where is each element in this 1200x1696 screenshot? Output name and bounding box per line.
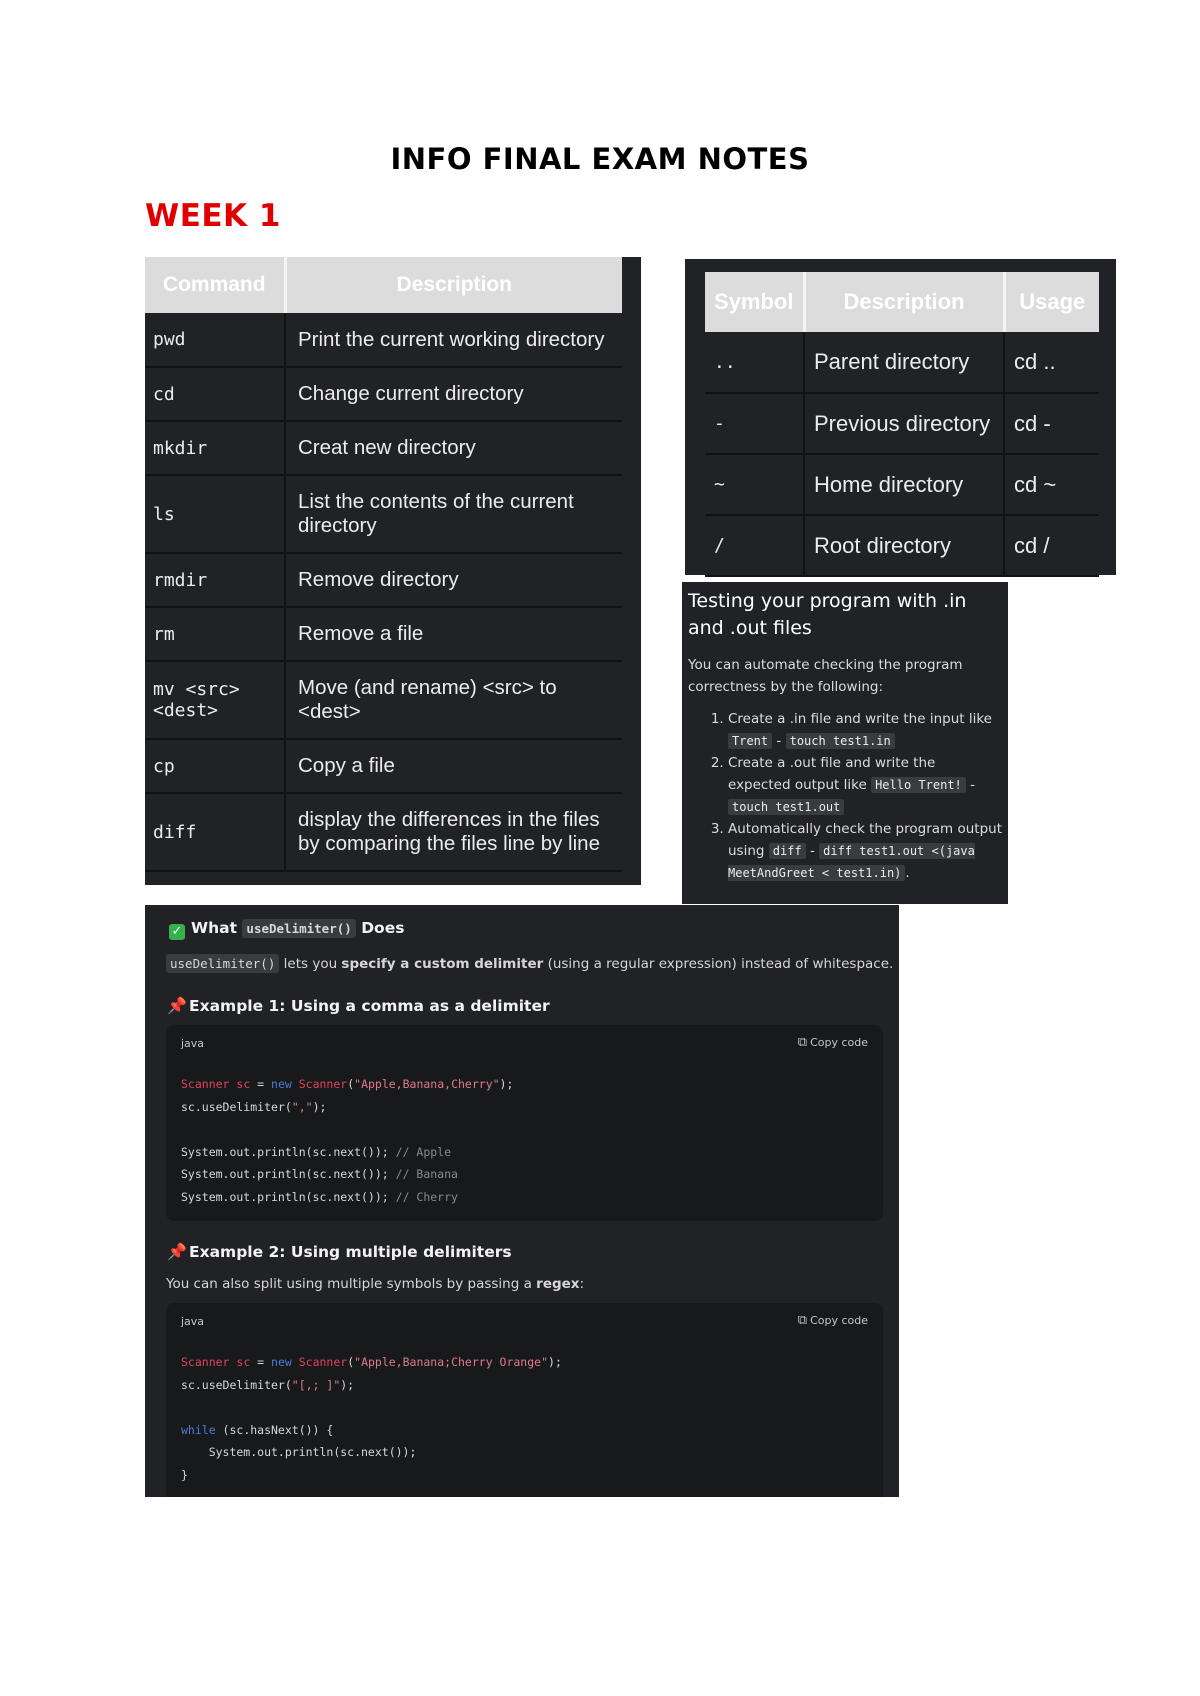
inline-code: Trent [728, 733, 772, 749]
table-row [145, 607, 622, 661]
code-token-type: Scanner [181, 1077, 230, 1091]
code-token-string: "[,; ]" [291, 1377, 341, 1392]
what-suffix: Does [361, 919, 405, 937]
list-item: 2. Create a .out file and write the expected output like Hello Trent! - touch test1.out [728, 752, 1002, 818]
example2-title: Example 2: Using multiple delimiters [189, 1243, 512, 1261]
desc-text: (using a regular expression) instead of whitespace. [543, 956, 894, 972]
table-row [705, 332, 1099, 393]
description-cell: Remove directory [285, 553, 622, 607]
code-language-label: java [181, 1315, 205, 1328]
testing-intro: You can automate checking the program correctness by the following: [688, 657, 963, 695]
code-token-string: "Apple,Banana,Cherry" [354, 1077, 500, 1091]
command-cell: rm [145, 607, 285, 661]
description-cell: display the differences in the files by comparing the files line by line [285, 793, 622, 871]
description-cell: Remove a file [285, 607, 622, 661]
command-cell: cp [145, 739, 285, 793]
pushpin-icon: 📌 [167, 996, 187, 1015]
document-title: INFO FINAL EXAM NOTES [390, 142, 810, 176]
what-prefix: What [191, 919, 238, 937]
code-comment: // Cherry [395, 1189, 458, 1204]
code-token-keyword: new [271, 1355, 292, 1369]
description-cell: Print the current working directory [285, 313, 622, 367]
intro-text: You can also split using multiple symbols by passing a [166, 1276, 537, 1292]
inline-code: useDelimiter() [242, 919, 355, 938]
code-token-keyword: while [181, 1422, 216, 1437]
code-token: ( [347, 1077, 355, 1091]
code-block-2 [166, 1303, 883, 1497]
copy-label: Copy code [810, 1036, 868, 1049]
code-token-string: "Apple,Banana;Cherry Orange" [354, 1355, 549, 1369]
code-token: ); [548, 1355, 562, 1369]
table-row [145, 313, 622, 367]
delimiter-panel [145, 905, 899, 1497]
inline-code: diff test1.out <(java MeetAndGreet < test1.in) [728, 844, 975, 880]
code-token: System.out.println(sc.next()); [181, 1144, 396, 1159]
symbol-description-cell: Root directory [804, 515, 1004, 576]
symbols-table-panel [685, 259, 1116, 575]
command-cell: cd [145, 367, 285, 421]
code-token-type: Scanner [291, 1077, 348, 1091]
description-cell: Move (and rename) <src> to <dest> [285, 661, 622, 739]
code-comment: // Apple [395, 1144, 452, 1159]
list-item: 3. Automatically check the program output using diff - diff test1.out <(java MeetAndGreet < test1.in) . [728, 818, 1002, 884]
code-token: ); [312, 1099, 327, 1114]
symbol-cell: .. [705, 332, 804, 393]
code-token: = [257, 1077, 272, 1091]
copy-code-button[interactable] [798, 1035, 868, 1050]
testing-heading: Testing your program with .in and .out files [688, 590, 967, 639]
code-token: ); [499, 1077, 514, 1091]
code-lines [181, 1351, 562, 1486]
command-cell: diff [145, 793, 285, 871]
code-token-keyword: new [271, 1077, 292, 1091]
inline-code: touch test1.in [786, 733, 895, 749]
example1-heading [167, 996, 550, 1015]
example2-intro [166, 1276, 584, 1292]
step-text: Create a .out file and write the expected output like [728, 755, 936, 793]
symbols-header-usage: Usage [1004, 272, 1099, 332]
desc-bold: specify a custom delimiter [341, 956, 544, 972]
code-token: (sc.hasNext()) { [215, 1422, 334, 1437]
table-row [705, 515, 1099, 576]
symbols-header-symbol: Symbol [705, 272, 804, 332]
copy-icon: ⧉ [797, 1035, 808, 1050]
checkmark-icon: ✓ [169, 924, 185, 940]
symbol-usage-cell: cd / [1004, 515, 1099, 576]
symbol-cell: ~ [705, 454, 804, 515]
command-cell: ls [145, 475, 285, 553]
table-row [145, 421, 622, 475]
code-token-type: Scanner [291, 1355, 348, 1369]
table-row [145, 553, 622, 607]
code-token: sc.useDelimiter( [181, 1099, 292, 1114]
commands-header-description: Description [285, 257, 622, 313]
what-heading [169, 919, 404, 940]
copy-icon: ⧉ [797, 1313, 808, 1328]
code-lines [181, 1073, 513, 1208]
command-cell: mv <src> <dest> [145, 661, 285, 739]
code-comment: // Banana [395, 1167, 458, 1181]
table-row [145, 739, 622, 793]
table-row [145, 475, 622, 553]
command-cell: mkdir [145, 421, 285, 475]
symbol-description-cell: Home directory [804, 454, 1004, 515]
symbol-usage-cell: cd ~ [1004, 454, 1099, 515]
command-cell: pwd [145, 313, 285, 367]
inline-code: diff [769, 843, 806, 859]
symbol-description-cell: Parent directory [804, 332, 1004, 393]
example2-heading [167, 1242, 512, 1261]
code-block-1 [166, 1025, 883, 1221]
description-cell: Change current directory [285, 367, 622, 421]
code-token-var: sc [229, 1077, 258, 1091]
code-token: ( [347, 1355, 355, 1369]
description-cell: Creat new directory [285, 421, 622, 475]
commands-table-panel [145, 257, 641, 885]
code-token: ); [340, 1377, 355, 1392]
copy-label: Copy code [810, 1314, 868, 1327]
step-text: Automatically check the program output using [728, 821, 1002, 859]
symbol-description-cell: Previous directory [804, 393, 1004, 454]
list-item: 1. Create a .in file and write the input like Trent - touch test1.in [728, 708, 1002, 752]
step-text: Create a .in file and write the input like [728, 711, 992, 727]
example1-title: Example 1: Using a comma as a delimiter [189, 997, 550, 1015]
command-cell: rmdir [145, 553, 285, 607]
inline-code: touch test1.out [728, 799, 844, 815]
testing-panel [682, 582, 1008, 904]
inline-code: useDelimiter() [166, 954, 279, 973]
description-cell: Copy a file [285, 739, 622, 793]
desc-text: lets you [279, 956, 342, 972]
table-row [145, 661, 622, 739]
code-token: = [257, 1355, 272, 1369]
code-token-string: "," [291, 1099, 313, 1114]
code-token: System.out.println(sc.next()); [181, 1445, 417, 1459]
delimiter-description [166, 956, 893, 972]
table-row [705, 454, 1099, 515]
table-row [705, 393, 1099, 454]
code-token: System.out.println(sc.next()); [181, 1189, 396, 1204]
week-heading: WEEK 1 [145, 198, 281, 234]
symbols-header-description: Description [804, 272, 1004, 332]
table-row [145, 793, 622, 871]
intro-text: : [579, 1276, 585, 1292]
symbol-cell: - [705, 393, 804, 454]
code-token: sc.useDelimiter( [181, 1377, 292, 1392]
code-token-var: sc [229, 1355, 258, 1369]
table-row [145, 367, 622, 421]
commands-header-command: Command [145, 257, 285, 313]
symbols-table [705, 272, 1099, 577]
testing-steps [688, 708, 1002, 884]
code-token: System.out.println(sc.next()); [181, 1167, 396, 1181]
copy-code-button[interactable] [798, 1313, 868, 1328]
code-language-label: java [181, 1037, 205, 1050]
pushpin-icon: 📌 [167, 1242, 187, 1261]
code-token: } [181, 1467, 188, 1482]
symbol-cell: / [705, 515, 804, 576]
code-token-type: Scanner [181, 1355, 230, 1369]
symbol-usage-cell: cd .. [1004, 332, 1099, 393]
description-cell: List the contents of the current directory [285, 475, 622, 553]
intro-bold: regex [536, 1276, 580, 1292]
commands-table [145, 257, 622, 872]
symbol-usage-cell: cd - [1004, 393, 1099, 454]
inline-code: Hello Trent! [871, 777, 966, 793]
